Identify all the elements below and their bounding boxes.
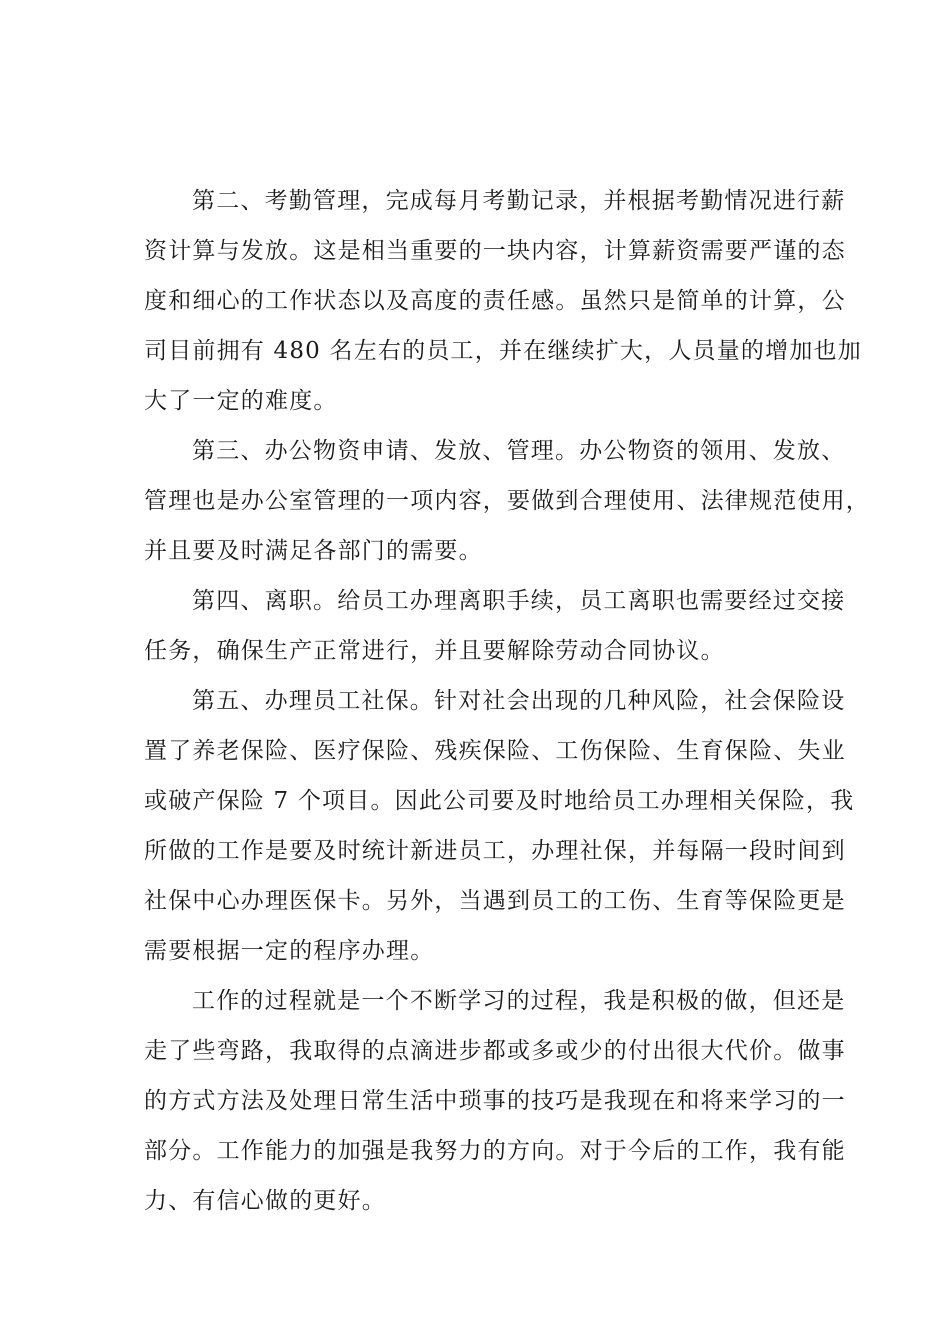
text-line: 大了一定的难度。 — [144, 388, 338, 414]
text-line: 走了些弯路，我取得的点滴进步都或多或少的付出很大代价。做事 — [144, 1038, 846, 1064]
text-line: 管理也是办公室管理的一项内容，要做到合理使用、法律规范使用， — [144, 488, 870, 514]
text-line: 并且要及时满足各部门的需要。 — [144, 538, 483, 564]
paragraph-attendance — [144, 176, 862, 426]
text-line: 力、有信心做的更好。 — [144, 1188, 386, 1214]
text-line: 部分。工作能力的加强是我努力的方向。对于今后的工作，我有能 — [144, 1138, 846, 1164]
text-line: 需要根据一定的程序办理。 — [144, 938, 435, 964]
text-line: 资计算与发放。这是相当重要的一块内容，计算薪资需要严谨的态 — [144, 238, 846, 264]
text-line: 置了养老保险、医疗保险、残疾保险、工伤保险、生育保险、失业 — [144, 738, 846, 764]
text-line: 所做的工作是要及时统计新进员工，办理社保，并每隔一段时间到 — [144, 838, 846, 864]
text-line: 度和细心的工作状态以及高度的责任感。虽然只是简单的计算，公 — [144, 288, 846, 314]
text-line: 第四、离职。给员工办理离职手续，员工离职也需要经过交接 — [192, 588, 846, 614]
text-line: 第二、考勤管理，完成每月考勤记录，并根据考勤情况进行薪 — [192, 188, 846, 214]
text-line: 的方式方法及处理日常生活中琐事的技巧是我现在和将来学习的一 — [144, 1088, 846, 1114]
paragraph-social-insurance — [144, 676, 855, 976]
document-body — [144, 176, 870, 1226]
text-line: 第五、办理员工社保。针对社会出现的几种风险，社会保险设 — [192, 688, 846, 714]
text-line: 任务，确保生产正常进行，并且要解除劳动合同协议。 — [144, 638, 725, 664]
text-line: 或破产保险 7 个项目。因此公司要及时地给员工办理相关保险，我 — [144, 788, 855, 814]
paragraph-office-supplies — [144, 426, 870, 576]
text-line: 工作的过程就是一个不断学习的过程，我是积极的做，但还是 — [192, 988, 846, 1014]
text-line: 第三、办公物资申请、发放、管理。办公物资的领用、发放、 — [192, 438, 846, 464]
text-line: 司目前拥有 480 名左右的员工，并在继续扩大，人员量的增加也加 — [144, 338, 862, 364]
text-line: 社保中心办理医保卡。另外，当遇到员工的工伤、生育等保险更是 — [144, 888, 846, 914]
paragraph-resignation — [144, 576, 846, 676]
paragraph-summary — [144, 976, 846, 1226]
